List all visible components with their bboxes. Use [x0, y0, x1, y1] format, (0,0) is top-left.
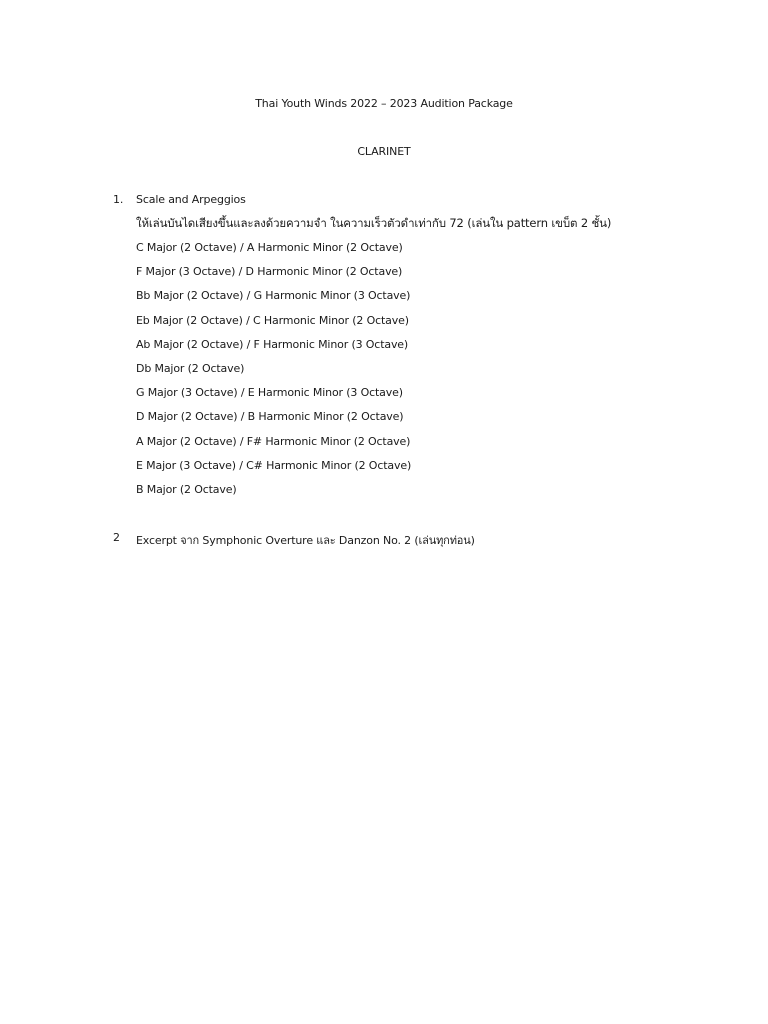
list-item: Eb Major (2 Octave) / C Harmonic Minor (2 Octave) — [136, 313, 409, 327]
section-text: Excerpt จาก Symphonic Overture และ Danzon No. 2 (เล่นทุกท่อน) — [136, 534, 475, 547]
list-item: Db Major (2 Octave) — [136, 361, 245, 375]
document-title: Thai Youth Winds 2022 – 2023 Audition Package — [255, 97, 513, 110]
scale-list — [136, 240, 411, 506]
list-item: Bb Major (2 Octave) / G Harmonic Minor (3 Octave) — [136, 289, 411, 303]
list-item: Ab Major (2 Octave) / F Harmonic Minor (3 Octave) — [136, 337, 409, 351]
section-number: 1. — [113, 193, 124, 206]
section-number: 2 — [113, 531, 120, 544]
list-item: F Major (3 Octave) / D Harmonic Minor (2 Octave) — [136, 265, 403, 279]
instrument-heading: CLARINET — [357, 145, 411, 158]
list-item: D Major (2 Octave) / B Harmonic Minor (2 Octave) — [136, 410, 404, 424]
list-item: G Major (3 Octave) / E Harmonic Minor (3 Octave) — [136, 386, 403, 400]
list-item: E Major (3 Octave) / C# Harmonic Minor (2 Octave) — [136, 458, 412, 472]
list-item: A Major (2 Octave) / F# Harmonic Minor (2 Octave) — [136, 434, 411, 448]
list-item: C Major (2 Octave) / A Harmonic Minor (2 Octave) — [136, 241, 403, 254]
list-item: B Major (2 Octave) — [136, 482, 237, 496]
section-description: ให้เล่นบันไดเสียงขึ้นและลงด้วยความจำ ในความเร็วตัวดำเท่ากับ 72 (เล่นใน pattern เขบ็ต 2 ชั้น) — [136, 216, 612, 230]
section-heading: Scale and Arpeggios — [136, 193, 246, 206]
